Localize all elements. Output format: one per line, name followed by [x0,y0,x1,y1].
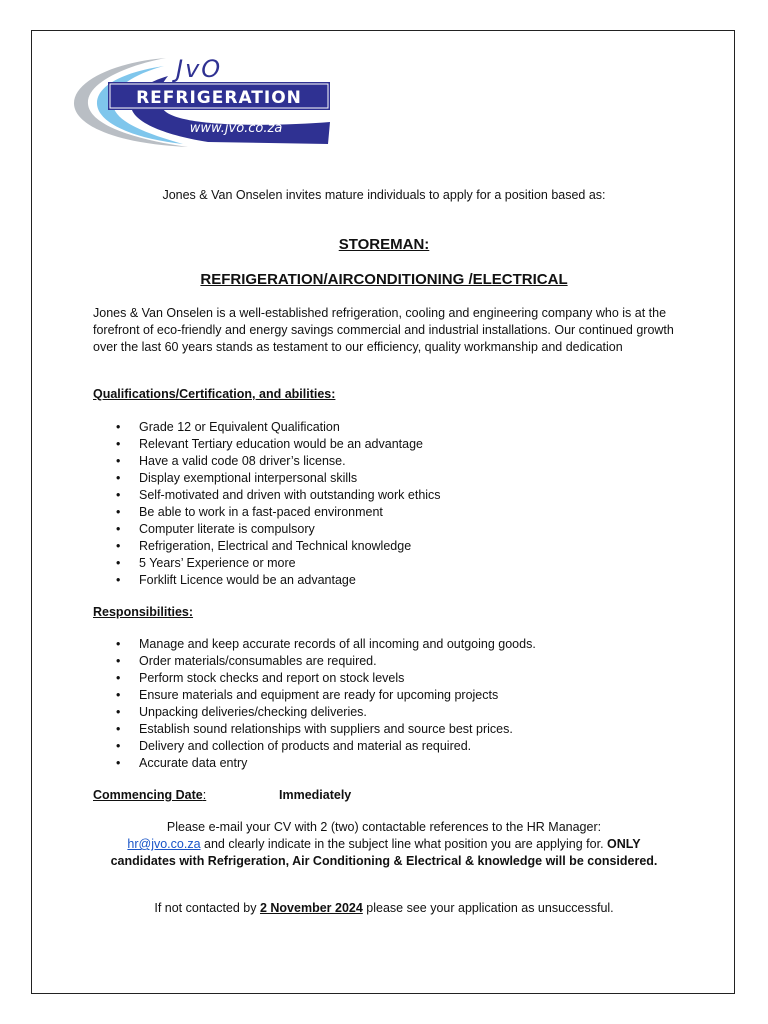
only-emphasis: ONLY [607,837,641,851]
intro-text: Jones & Van Onselen invites mature individuals to apply for a position based as: [162,188,606,202]
deadline-prefix: If not contacted by [154,901,260,915]
job-title: STOREMAN: [338,236,430,253]
commencing-value: Immediately [279,788,352,802]
deadline-date: 2 November 2024 [259,901,363,915]
responsibilities-list [93,636,536,772]
list-item: • Establish sound relationships with suppliers and source best prices. [93,721,536,738]
list-item: • Unpacking deliveries/checking deliveries. [93,704,536,721]
list-item: • Delivery and collection of products and material as required. [93,738,536,755]
commencing-colon: : [202,788,207,802]
list-item: • Display exemptional interpersonal skills [93,470,441,487]
list-item: • 5 Years’ Experience or more [93,555,441,572]
list-item: • Self-motivated and driven with outstanding work ethics [93,487,441,504]
list-item: • Forklift Licence would be an advantage [93,572,441,589]
apply-line-2-text: and clearly indicate in the subject line what position you are applying for. [200,837,608,851]
company-logo [68,52,338,148]
list-item: • Grade 12 or Equivalent Qualification [93,419,441,436]
company-description: Jones & Van Onselen is a well-established refrigeration, cooling and engineering company who is at the forefront of eco-friendly and energy savings commercial and industrial installations. Our continued growth over the last 60 years stands as testament to our efficiency, quality workmanship and dedication [93,306,674,354]
list-item: • Manage and keep accurate records of all incoming and outgoing goods. [93,636,536,653]
logo-url: www.jvo.co.za [189,121,283,136]
application-instructions [0,819,768,870]
logo-brand: JvO [176,55,223,83]
responsibilities-heading: Responsibilities: [93,605,194,619]
logo-name: REFRIGERATION [136,88,302,108]
list-item: • Computer literate is compulsory [93,521,441,538]
hr-email-link[interactable]: hr@jvo.co.za [127,837,201,851]
job-subtitle: REFRIGERATION/AIRCONDITIONING /ELECTRICAL [200,271,568,288]
commencing-label: Commencing Date [93,788,203,802]
list-item: • Refrigeration, Electrical and Technical knowledge [93,538,441,555]
apply-line-2 [0,836,768,853]
list-item: • Accurate data entry [93,755,536,772]
list-item: • Order materials/consumables are required. [93,653,536,670]
deadline-suffix: please see your application as unsuccessful. [362,901,614,915]
commencing-date [93,788,352,802]
list-item: • Have a valid code 08 driver’s license. [93,453,441,470]
list-item: • Ensure materials and equipment are ready for upcoming projects [93,687,536,704]
qualifications-heading: Qualifications/Certification, and abilities: [93,387,336,401]
deadline-notice [0,901,768,915]
list-item: • Relevant Tertiary education would be an advantage [93,436,441,453]
list-item: • Perform stock checks and report on stock levels [93,670,536,687]
qualifications-list [93,419,441,589]
list-item: • Be able to work in a fast-paced environment [93,504,441,521]
apply-line-1: Please e-mail your CV with 2 (two) contactable references to the HR Manager: [166,820,602,834]
apply-line-3: candidates with Refrigeration, Air Conditioning & Electrical & knowledge will be considered. [110,854,658,868]
